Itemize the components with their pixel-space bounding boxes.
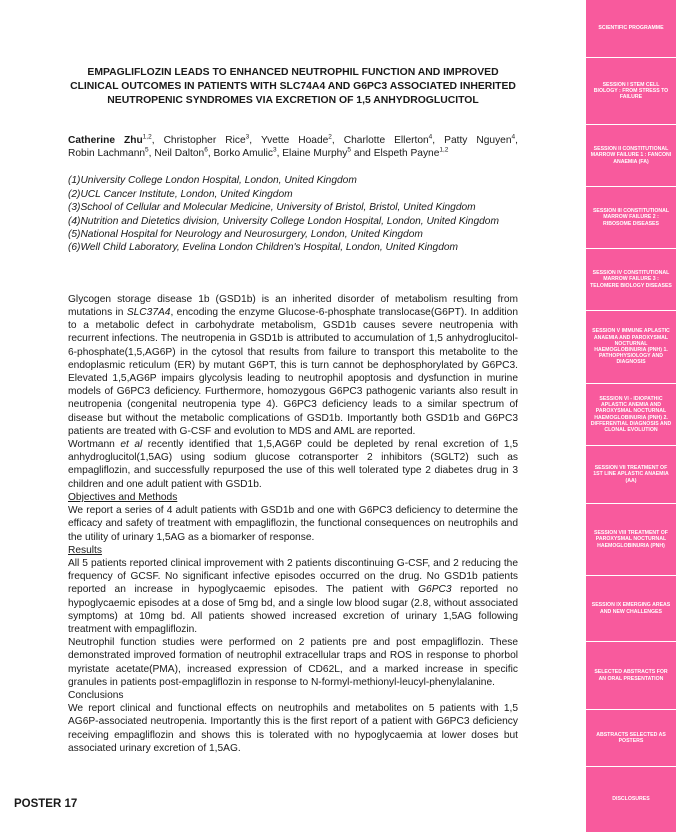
- author-name: Elaine Murphy: [282, 148, 348, 160]
- intro-paragraph: [68, 438, 518, 491]
- author-name: Elspeth Payne: [373, 148, 440, 160]
- affiliation: (5)National Hospital for Neurology and Neurosurgery, London, United Kingdom: [68, 229, 423, 241]
- results-heading: Results: [68, 544, 102, 556]
- affiliation: (6)Well Child Laboratory, Evelina London Children's Hospital, London, United Kingdom: [68, 242, 459, 254]
- author-separator: ,: [331, 135, 335, 146]
- intro-text: recently identified that 1,5,AG6P could be depleted by renal excretion of 1,5 anhydroglucitol(1,5AG) using sodium glucose cotransporter 2 inhibitors (SGLT2) such as empagliflozin, and successfully repurposed the use of this well tolerated type 2 diabetes drug in 3 children and one adult patient with GSD1b.: [68, 439, 518, 490]
- author: [282, 148, 371, 159]
- poster-label: POSTER 17: [14, 798, 78, 810]
- sidebar-item-abstracts-posters[interactable]: ABSTRACTS SELECTED AS POSTERS: [586, 710, 676, 767]
- author: [214, 148, 280, 159]
- author-name: Christopher Rice: [163, 135, 246, 146]
- sidebar-item-session-7[interactable]: SESSION VII TREATMENT OF 1ST LINE APLASTIC ANAEMIA (AA): [586, 446, 676, 504]
- author-name: Patty Nguyen: [444, 135, 512, 146]
- author-name: Catherine Zhu: [68, 135, 143, 146]
- author-affiliation-number: 4: [428, 133, 433, 141]
- author-affiliation-number: 5: [145, 146, 149, 154]
- author: [344, 135, 435, 146]
- author-name: Borko Amulic: [213, 148, 273, 160]
- author-name: Robin Lachmann: [68, 148, 146, 160]
- sidebar-item-scientific-programme[interactable]: SCIENTIFIC PROGRAMME: [586, 0, 676, 58]
- author-separator: ,: [207, 148, 211, 160]
- conclusions-text: We report clinical and functional effects on neutrophils and metabolites on 5 patients with 1,5 AG6P-associated neutropenia. Importantly this is the first report of a patient with G6PC3 deficiency receiving empagliflozin and shows this is tolerated with no hypoglycaemia at lower doses but associated urinary excretion of 1,5AG.: [68, 703, 518, 754]
- author-affiliation-number: 3: [272, 146, 277, 154]
- sidebar-item-session-8[interactable]: SESSION VIII TREATMENT OF PAROXYSMAL NOCTURNAL HAEMOGLOBINURIA (PNH): [586, 504, 676, 576]
- author-name: Yvette Hoade: [260, 135, 329, 146]
- results-text: All 5 patients reported clinical improvement with 2 patients discontinuing G-CSF, and 2 reducing the frequency of GCSF. No significant infective episodes occurred on the drug. No GSD1b patients reported an increase in hypoglycaemic episodes. The patient with: [68, 557, 518, 596]
- sidebar-item-session-2[interactable]: SESSION II CONSTITUTIONAL MARROW FAILURE 1 : FANCONI ANAEMIA (FA): [586, 125, 676, 187]
- author-affiliation-number: 4: [511, 133, 516, 141]
- author-separator: ,: [148, 148, 152, 160]
- author-affiliation-number: 5: [347, 146, 352, 154]
- sidebar-item-session-6[interactable]: SESSION VI - IDIOPATHIC APLASTIC ANEMIA AND PAROXYSMAL NOCTURNAL HAEMOGLOBINURIA (PNH) 2. DIFFERENTIAL DIAGNOSIS AND CLONAL EVOLUTION: [586, 384, 676, 446]
- gene-name: G6PC3: [418, 584, 452, 596]
- author-affiliation-number: 6: [204, 146, 208, 154]
- intro-paragraph: [68, 293, 518, 438]
- author-list: [68, 134, 518, 160]
- author: [164, 135, 253, 146]
- abstract-title: EMPAGLIFLOZIN LEADS TO ENHANCED NEUTROPHIL FUNCTION AND IMPROVED CLINICAL OUTCOMES IN PATIENTS WITH SLC74A4 AND G6PC3 ASSOCIATED INHERITED NEUTROPENIC SYNDROMES VIA EXCRETION OF 1,5 ANHYDROGLUCITOL: [70, 67, 516, 106]
- affiliation-list: [68, 174, 518, 254]
- et-al: et al: [120, 439, 143, 451]
- author-separator: ,: [432, 135, 436, 146]
- author: [154, 148, 210, 159]
- author: [68, 135, 155, 146]
- results-paragraph: Neutrophil function studies were performed on 2 patients pre and post empagliflozin. These demonstrated improved formation of neutrophil extracellular traps and ROS in response to phorbol myristate acetate(PMA), increased expression of CD62L, and a marked increase in specific granules in patients post-empagliflozin in response to N-formyl-methionyl-leucyl-phenylalanine.: [68, 637, 518, 688]
- author-separator: ,: [515, 135, 518, 146]
- intro-text: , encoding the enzyme Glucose-6-phosphate translocase(G6PT). In addition to a metabolic defect in carbohydrate metabolism, GSD1b causes severe neutropenia with recurrent infections. The neutropenia in GSD1b is attributed to accumulation of 1,5 anhydroglucitol-6-phosphate(1,5,AG6P) in the cytosol that results from failure to transport this metabolite to the endoplasmic reticulum (ER) by mutant G6PT, this is turn cannot be dephosphorylated by G6PC3. Elevated 1,5,AG6P impairs glycolysis leading to neutrophil apoptosis and dysfunction in murine models of G6PC3 deficiency. Furthermore, homozygous G6PC3 pathogenic variants also result in neutropenia (congenital neutropenia type 4). G6PC3 deficiency leads to a similar spectrum of disease but without the metabolic complications of GSD1b. Importantly both GSD1b and G6PC3 patients are treated with G-CSF and evolution to MDS and AML are reported.: [68, 307, 518, 437]
- sidebar-item-disclosures[interactable]: DISCLOSURES: [612, 796, 650, 803]
- affiliation: (2)UCL Cancer Institute, London, United Kingdom: [68, 188, 293, 200]
- author: [374, 148, 449, 159]
- author: [444, 135, 518, 146]
- author-affiliation-number: 1,2: [142, 133, 152, 141]
- sidebar-item-session-4[interactable]: SESSION IV CONSTITUTIONAL MARROW FAILURE 3 : TELOMERE BIOLOGY DISEASES: [586, 249, 676, 311]
- author-affiliation-number: 2: [328, 133, 332, 141]
- author-name: Charlotte Ellerton: [343, 135, 429, 146]
- author-affiliation-number: 3: [245, 133, 250, 141]
- affiliation: (1)University College London Hospital, London, United Kingdom: [68, 175, 357, 187]
- sidebar-item-selected-abstracts-oral[interactable]: SELECTED ABSTRACTS FOR AN ORAL PRESENTATION: [586, 642, 676, 710]
- author: [261, 135, 335, 146]
- intro-text: Wortmann: [68, 439, 121, 451]
- author-name: Neil Dalton: [154, 148, 205, 160]
- intro-text: Glycogen storage disease 1b (GSD1b) is an inherited disorder of metabolism resulting from mutations in: [68, 293, 518, 319]
- objectives-heading: Objectives and Methods: [68, 491, 178, 503]
- author-affiliation-number: 1,2: [439, 146, 449, 154]
- sidebar-item-session-1[interactable]: SESSION I STEM CELL BIOLOGY : FROM STRESS TO FAILURE: [586, 58, 676, 125]
- results-paragraph: [68, 557, 518, 636]
- sidebar-item-session-5[interactable]: SESSION V IMMUNE APLASTIC ANAEMIA AND PAROXYSMAL NOCTURNAL HAEMOGLOBINURIA (PNH) 1. PATHOPHYSIOLOGY AND DIAGNOSIS: [586, 311, 676, 384]
- author-separator: ,: [276, 148, 280, 160]
- sidebar-item-session-3[interactable]: SESSION III CONSTITUTIONAL MARROW FAILURE 2 : RIBOSOME DISEASES: [586, 187, 676, 249]
- results-text: reported no hypoglycaemic episodes at a dose of 5mg bd, and a single low blood sugar (2.8, without associated symptoms) at 10mg bd. All patients showed increased excretion of urinary 1,5AG following treatment with empagliflozin.: [68, 584, 518, 635]
- author: [68, 148, 152, 159]
- programme-sidebar: [586, 0, 676, 832]
- sidebar-item-session-9[interactable]: SESSION IX EMERGING AREAS AND NEW CHALLENGES: [586, 576, 676, 642]
- author-separator: ,: [249, 135, 253, 146]
- author-separator: and: [351, 148, 371, 160]
- conclusions-heading: Conclusions: [68, 689, 124, 701]
- author-separator: ,: [151, 135, 155, 146]
- affiliation: (3)School of Cellular and Molecular Medicine, University of Bristol, Bristol, United Kingdom: [68, 202, 476, 214]
- abstract-content: [68, 66, 518, 755]
- gene-name: SLC37A4: [126, 307, 171, 319]
- affiliation: (4)Nutrition and Dietetics division, University College London Hospital, London, United Kingdom: [68, 215, 499, 227]
- objectives-text: We report a series of 4 adult patients with GSD1b and one with G6PC3 deficiency to determine the efficacy and safety of treatment with empagliflozin, the functional consequences on neutrophils and the utility of urinary 1,5AG as a biomarker of response.: [68, 505, 518, 543]
